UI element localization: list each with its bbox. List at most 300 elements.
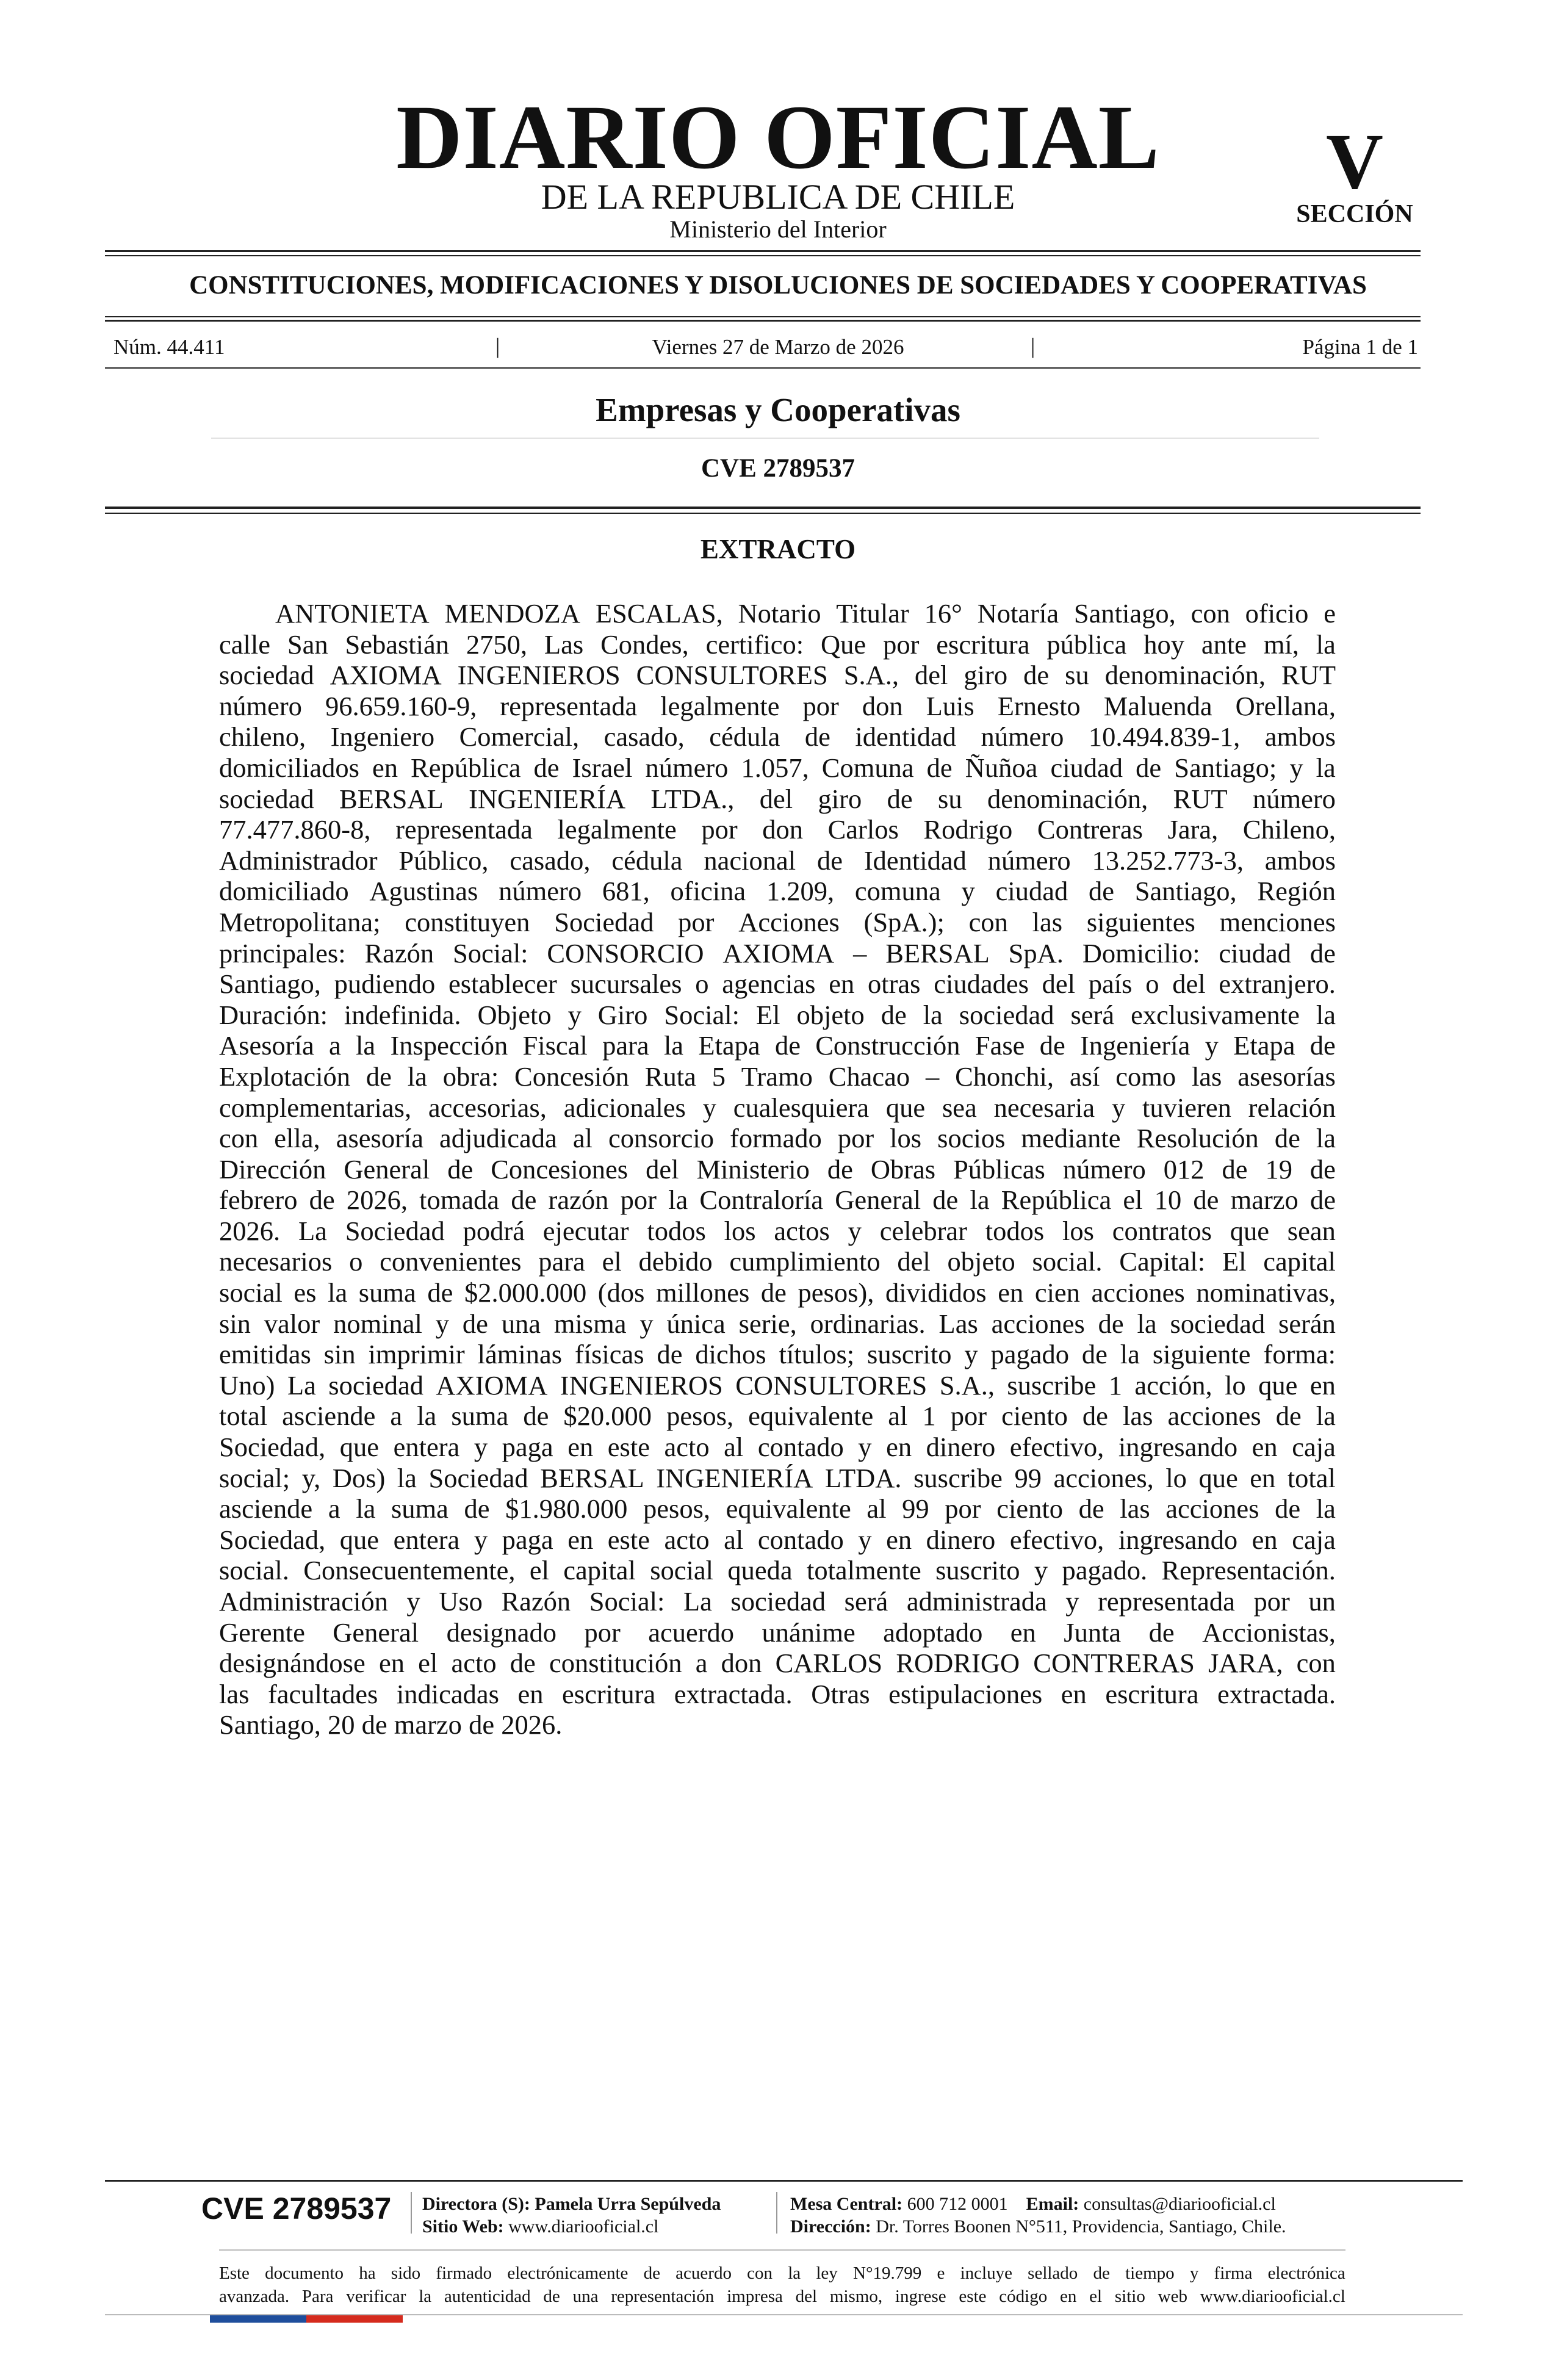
word: social [219, 1277, 283, 1308]
word: constitución [549, 1648, 682, 1679]
word: RUT [1281, 660, 1336, 691]
text-line [219, 814, 1336, 845]
word: ciudades [934, 968, 1029, 1000]
word: todos [985, 1215, 1045, 1246]
word: emitidas [219, 1339, 311, 1370]
word: extractada. [1217, 1678, 1336, 1709]
word: totalmente [806, 1555, 921, 1586]
text-line [219, 1123, 1336, 1154]
word: ordinarias. [810, 1308, 926, 1339]
word: legalmente [660, 690, 780, 721]
word: de [510, 1648, 536, 1679]
word: Dirección [219, 1153, 326, 1185]
word: su [938, 783, 962, 814]
word: Comuna [821, 752, 914, 783]
word: de [523, 1401, 549, 1432]
word: ESCALAS, [595, 598, 723, 629]
word: las [1191, 1061, 1222, 1092]
word: Junta [1064, 1617, 1122, 1648]
text-line [219, 1339, 1336, 1370]
word: títulos; [779, 1339, 855, 1370]
word: y, [301, 1462, 321, 1493]
footer-email-link[interactable]: consultas@diariooficial.cl [1083, 2194, 1276, 2214]
word: obra: [442, 1061, 499, 1092]
word: de [1081, 1339, 1108, 1370]
text-line [219, 1092, 1336, 1123]
word: y [1034, 1555, 1048, 1586]
word: Etapa [1233, 1030, 1295, 1061]
word: Etapa [698, 1030, 760, 1061]
word: socios [937, 1123, 1006, 1154]
word: única [666, 1308, 726, 1339]
footer-website [422, 2218, 658, 2236]
word: sociedad [1170, 1308, 1266, 1339]
word: Acciones [738, 906, 840, 937]
word: acuerdo [648, 1617, 735, 1648]
footer-address-value: Dr. Torres Boonen N°511, Providencia, Santiago, Chile. [876, 2216, 1286, 2237]
word: Concesiones [491, 1153, 629, 1185]
text-line [219, 598, 1336, 629]
word: 16° [924, 598, 962, 629]
word: de [926, 752, 953, 783]
word: administrada [906, 1586, 1047, 1617]
footer-notice-line [219, 2262, 1345, 2285]
word: contado [757, 1524, 844, 1555]
word: del [795, 2287, 818, 2306]
word: Contraloría [699, 1185, 824, 1216]
word: exclusivamente [1131, 999, 1300, 1030]
section-letter: V [1326, 118, 1383, 206]
word: sin [219, 1308, 251, 1339]
word: Razón [501, 1586, 571, 1617]
page-count: Página 1 de 1 [1302, 335, 1418, 359]
footer-website-link[interactable]: www.diariooficial.cl [508, 2216, 659, 2237]
word: sido [391, 2263, 421, 2283]
word: SpA. [1008, 937, 1064, 968]
word: Sociedad [554, 906, 654, 937]
word: por [945, 1493, 981, 1524]
word: social. [219, 1555, 289, 1586]
word: social; [219, 1462, 290, 1493]
word: La [298, 1215, 327, 1246]
word: AXIOMA [330, 660, 442, 691]
word: misma [553, 1308, 627, 1339]
word: Identidad [863, 845, 967, 876]
word: con [1190, 598, 1230, 629]
word: convenientes [380, 1246, 522, 1277]
divider [105, 316, 1421, 317]
word: 1.209, [766, 876, 835, 907]
word: acciones [1165, 1493, 1259, 1524]
word: suma [391, 1493, 448, 1524]
word: la [923, 999, 943, 1030]
word: en [1061, 1678, 1087, 1709]
word: la [1316, 752, 1336, 783]
word: (dos [597, 1277, 645, 1308]
word: los [724, 1215, 756, 1246]
word: al [888, 1401, 908, 1432]
word: escritura [1105, 1678, 1199, 1709]
word: asciende [219, 1493, 313, 1524]
word: divididos [885, 1277, 987, 1308]
text-line [219, 1277, 1336, 1308]
word: giro [963, 660, 1008, 691]
word: la [417, 1401, 437, 1432]
word: – [853, 937, 867, 968]
word: de [361, 1709, 394, 1740]
word: de [1088, 876, 1114, 907]
word: impresa [727, 2287, 783, 2306]
word: al [866, 1493, 887, 1524]
word: hoy [1144, 629, 1184, 660]
word: electrónicamente [507, 2263, 629, 2283]
word: capital [563, 1555, 636, 1586]
word: documento [265, 2263, 344, 2283]
text-line [219, 1463, 1336, 1494]
footer-phone-label: Mesa Central: [790, 2194, 903, 2214]
word: social. [1032, 1246, 1103, 1277]
word: Gerente [219, 1617, 305, 1648]
word: razón [548, 1185, 609, 1216]
text-line [219, 691, 1336, 722]
word: ciudad [1219, 937, 1292, 968]
word: Contreras [1037, 814, 1143, 845]
divider [105, 507, 1421, 509]
word: de [1039, 1030, 1065, 1061]
word: de [1023, 660, 1050, 691]
word: – [926, 1061, 940, 1092]
word: Social: [664, 999, 740, 1030]
word: representada [1098, 1586, 1235, 1617]
word: Objeto [477, 999, 552, 1030]
word: las [1120, 1493, 1150, 1524]
footer-cve-code: CVE 2789537 [201, 2191, 392, 2226]
word: de [1309, 1030, 1336, 1061]
word: en [1252, 1432, 1278, 1463]
word: y [1111, 1092, 1126, 1123]
word: incluye [960, 2263, 1012, 2283]
word: domiciliado [219, 876, 349, 907]
word: una [501, 1308, 541, 1339]
footer-director: Directora (S): Pamela Urra Sepúlveda [422, 2194, 721, 2214]
word: que [885, 1092, 926, 1123]
word: sociedad [328, 1369, 423, 1401]
word: ambos [1264, 845, 1336, 876]
word: la [1120, 1339, 1140, 1370]
text-line [219, 1709, 1336, 1740]
word: General [835, 1185, 921, 1216]
text-line [219, 1586, 1336, 1617]
word: Israel [572, 752, 633, 783]
word: de [1309, 937, 1336, 968]
word: mismo, [829, 2287, 883, 2306]
word: oficio [1245, 598, 1309, 629]
word: por [883, 629, 920, 660]
word: del [1172, 968, 1206, 1000]
word: Sociedad, [219, 1524, 326, 1555]
word: Santiago; [1174, 752, 1277, 783]
word: (SpA.); [863, 906, 945, 937]
word: necesaria [993, 1092, 1095, 1123]
word: INGENIEROS [560, 1369, 723, 1401]
word: sucursales [570, 968, 682, 1000]
word: LTDA., [650, 783, 735, 814]
word: 2750, [466, 629, 528, 660]
word: efectivo, [1009, 1524, 1104, 1555]
word: y [1205, 1030, 1219, 1061]
word: Administración [219, 1586, 388, 1617]
word: la [1137, 1308, 1157, 1339]
word: sean [1287, 1215, 1336, 1246]
word: acuerdo [675, 2263, 732, 2283]
divider [105, 513, 1421, 514]
word: 10.494.839-1, [1088, 721, 1241, 752]
word: y [474, 1432, 488, 1463]
word: República [1001, 1185, 1112, 1216]
word: Carlos [827, 814, 899, 845]
word: Santiago, [1134, 876, 1237, 907]
word: objeto [796, 999, 865, 1030]
word: acto [664, 1432, 710, 1463]
word: El [755, 999, 780, 1030]
extract-body [219, 598, 1336, 1740]
word: que [339, 1432, 380, 1463]
footer-phone-value: 600 712 0001 [907, 2194, 1008, 2214]
word: AXIOMA [436, 1369, 548, 1401]
text-line [219, 907, 1336, 938]
word: debido [638, 1246, 713, 1277]
word: sociedad [219, 783, 314, 814]
word: e [1324, 598, 1336, 629]
word: adjudicada [439, 1123, 557, 1154]
word: 96.659.160-9, [325, 690, 477, 721]
word: indefinida. [344, 999, 461, 1030]
word: el [1123, 1185, 1143, 1216]
word: Notaría [977, 598, 1059, 629]
word: el [418, 1648, 438, 1679]
word: su [1065, 660, 1089, 691]
word: en [1250, 1462, 1276, 1493]
word: General [333, 1617, 419, 1648]
word: de [427, 1277, 453, 1308]
word: pública [1046, 629, 1127, 660]
word: la [1316, 1123, 1336, 1154]
word: la [663, 1030, 684, 1061]
word: para [602, 1030, 649, 1061]
word: Sociedad [345, 1215, 445, 1246]
footer-notice [219, 2262, 1345, 2308]
word: paga [502, 1432, 553, 1463]
word: una [572, 2287, 599, 2306]
word: y [858, 1524, 872, 1555]
word: y [964, 1339, 978, 1370]
word: la [970, 1185, 990, 1216]
category-title: CONSTITUCIONES, MODIFICACIONES Y DISOLUCIONES DE SOCIEDADES Y COOPERATIVAS [189, 271, 1367, 300]
word: Sociedad [428, 1462, 528, 1493]
word: de [1093, 2263, 1110, 2283]
word: la [397, 1462, 417, 1493]
word: ley [816, 2263, 838, 2283]
word: CONSULTORES [636, 660, 828, 691]
footer-divider [219, 2249, 1345, 2251]
word: CARLOS [775, 1648, 883, 1679]
word: de [1309, 1153, 1336, 1185]
word: sellado [1028, 2263, 1078, 2283]
word: 13.252.773-3, [1092, 845, 1244, 876]
word: CONSULTORES [735, 1369, 927, 1401]
word: y [858, 1432, 872, 1463]
word: y [1065, 1586, 1079, 1617]
word: siguiente [1152, 1339, 1251, 1370]
word: pesos, [666, 1401, 734, 1432]
word: Orellana, [1235, 690, 1336, 721]
word: 5 [711, 1061, 726, 1092]
word: en [886, 1432, 912, 1463]
word: de [657, 1339, 683, 1370]
word: adicionales [563, 1092, 686, 1123]
word: es [294, 1277, 317, 1308]
word: extranjero. [1219, 968, 1336, 1000]
word: 1 [922, 1401, 936, 1432]
word: acciones [1091, 1277, 1185, 1308]
word: Duración: [219, 999, 328, 1030]
word: pagado. [1062, 1555, 1148, 1586]
word: asesorías [1237, 1061, 1336, 1092]
word: la [419, 2287, 432, 2306]
text-line [219, 752, 1336, 784]
word: efectivo, [1009, 1432, 1104, 1463]
word: identidad [855, 721, 956, 752]
word: lo [1165, 1462, 1187, 1493]
word: indicadas [396, 1678, 499, 1709]
word: menciones [1219, 906, 1336, 937]
word: acto [664, 1524, 710, 1555]
word: CONSORCIO [547, 937, 704, 968]
word: S.A., [843, 660, 899, 691]
word: ante [1201, 629, 1247, 660]
word: La [683, 1586, 712, 1617]
word: 19 [1265, 1153, 1292, 1185]
word: láminas [477, 1339, 563, 1370]
word: designándose [219, 1648, 366, 1679]
word: casado, [603, 721, 685, 752]
word: Ingeniería [1079, 1030, 1190, 1061]
footer-notice-line [219, 2285, 1345, 2308]
word: valor [264, 1308, 320, 1339]
word: ejecutar [542, 1215, 629, 1246]
word: de [1275, 1493, 1301, 1524]
word: web [1158, 2287, 1187, 2306]
word: y [406, 1586, 420, 1617]
word: dinero [926, 1432, 996, 1463]
word: en [1309, 1369, 1336, 1401]
word: Notario [738, 598, 821, 629]
footer-separator [776, 2192, 777, 2234]
word: ciento [1001, 1401, 1068, 1432]
word: entera [393, 1524, 460, 1555]
word: asciende [282, 1401, 376, 1432]
word: ingrese [895, 2287, 946, 2306]
word: casado, [510, 845, 591, 876]
word: que [1198, 1462, 1238, 1493]
word: febrero [219, 1185, 298, 1216]
word: Uso [439, 1586, 483, 1617]
word: en [567, 1524, 594, 1555]
word: de [469, 1709, 502, 1740]
word: Chonchi, [955, 1061, 1054, 1092]
word: firmado [436, 2263, 492, 2283]
word: de [511, 1185, 537, 1216]
word: extractada. [674, 1678, 793, 1709]
word: Ingeniero [330, 721, 435, 752]
word: este [607, 1432, 650, 1463]
word: MENDOZA [444, 598, 580, 629]
text-line [219, 1555, 1336, 1586]
word: giro [818, 783, 862, 814]
word: en [567, 1432, 594, 1463]
word: relación [1248, 1092, 1336, 1123]
word: Otras [811, 1678, 870, 1709]
word: legalmente [557, 814, 677, 845]
word: Chacao [828, 1061, 910, 1092]
word: serie, [738, 1308, 797, 1339]
word: BERSAL [885, 937, 990, 968]
word: este [607, 1524, 650, 1555]
word: Público, [398, 845, 489, 876]
word: autenticidad [444, 2287, 531, 2306]
text-line [219, 721, 1336, 752]
word: de [887, 783, 913, 814]
word: las [219, 1678, 250, 1709]
word: caja [1292, 1524, 1336, 1555]
divider [105, 255, 1421, 256]
word: 2026, [346, 1185, 408, 1216]
word: del [646, 1153, 679, 1185]
word: Administrador [219, 845, 378, 876]
word: el [602, 1246, 622, 1277]
footer-website-label: Sitio Web: [422, 2216, 504, 2237]
word: número [499, 876, 582, 907]
word: www.diariooficial.cl [1200, 2287, 1345, 2306]
word: de [1309, 1185, 1336, 1216]
word: ciudad [1050, 752, 1123, 783]
word: queda [727, 1555, 793, 1586]
word: Las [938, 1308, 978, 1339]
text-line [219, 1000, 1336, 1031]
word: y [1289, 752, 1303, 783]
word: que [1258, 1369, 1298, 1401]
word: las [1122, 1401, 1153, 1432]
word: accesorias, [428, 1092, 547, 1123]
word: del [759, 783, 793, 814]
word: Domicilio: [1082, 937, 1200, 968]
separator: | [1031, 334, 1036, 358]
word: Obras [870, 1153, 936, 1185]
word: pudiendo [334, 968, 436, 1000]
divider [105, 250, 1421, 252]
word: denominación, [1104, 660, 1266, 691]
text-line [219, 1308, 1336, 1340]
word: entera [393, 1432, 460, 1463]
word: físicas [574, 1339, 644, 1370]
word: marzo [1230, 1185, 1298, 1216]
word: Social: [452, 937, 528, 968]
word: de [366, 1061, 392, 1092]
word: Región [1257, 876, 1336, 907]
word: ciudad [995, 876, 1068, 907]
word: General [344, 1153, 430, 1185]
word: Uno) [219, 1369, 275, 1401]
